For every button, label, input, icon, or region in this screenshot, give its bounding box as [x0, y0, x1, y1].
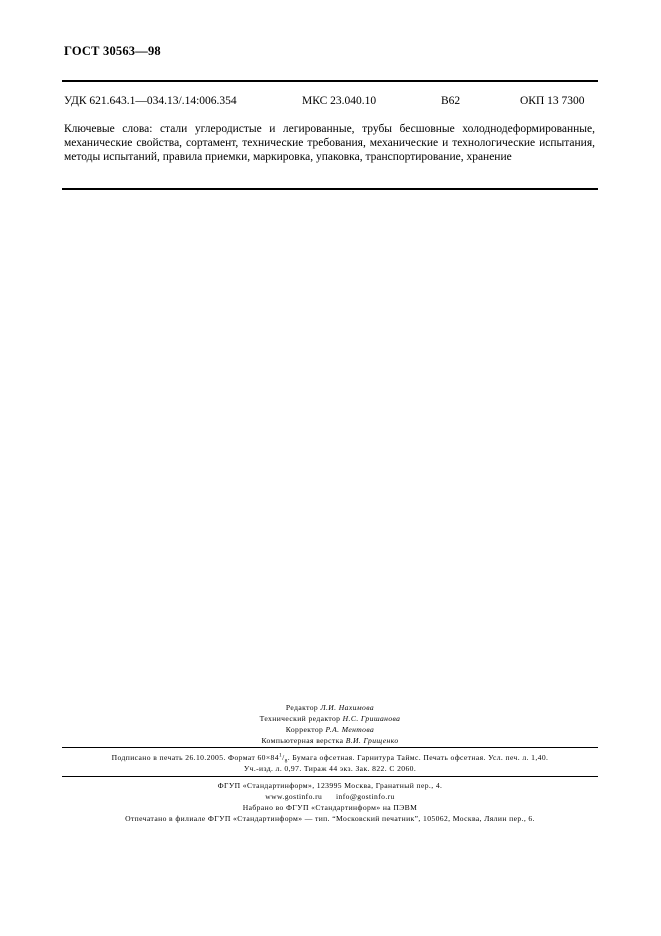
group-code: В62	[441, 95, 461, 107]
format-denominator: 8	[284, 758, 288, 765]
publisher-rule	[62, 776, 598, 777]
credit-name: В.И. Грищенко	[345, 736, 399, 745]
credit-role: Компьютерная верстка	[261, 736, 344, 745]
publisher-address: ФГУП «Стандартинформ», 123995 Москва, Гранатный пер., 4.	[217, 781, 443, 790]
keywords-paragraph: Ключевые слова: стали углеродистые и легированные, трубы бесшовные холоднодеформированные, механические свойства, сортамент, технические требования, механические и технологические испытания, методы испытаний, правила приемки, маркировка, упаковка, транспортирование, хранение	[64, 123, 595, 163]
format-numerator: 1	[278, 752, 283, 759]
okp-code: ОКП 13 7300	[520, 95, 585, 107]
credit-name: Н.С. Гришанова	[342, 714, 401, 723]
top-rule	[62, 80, 598, 82]
keywords-bottom-rule	[62, 188, 598, 190]
print-info-rule	[62, 747, 598, 748]
credit-role: Редактор	[285, 703, 319, 712]
print-info-line-2: Уч.-изд. л. 0,97. Тираж 44 экз. Зак. 822. С 2060.	[243, 764, 417, 773]
publisher-site: www.gostinfo.ru	[265, 792, 323, 801]
udk-code: УДК 621.643.1—034.13/.14:006.354	[64, 95, 237, 107]
credit-role: Корректор	[285, 725, 324, 734]
publisher-contacts	[40, 791, 620, 802]
credit-line-layout	[40, 735, 620, 746]
mks-code: МКС 23.040.10	[302, 95, 377, 107]
print-info-text: . Бумага офсетная. Гарнитура Таймс. Печать офсетная. Усл. печ. л. 1,40.	[287, 753, 549, 762]
credit-line-tech-editor	[40, 713, 620, 724]
print-info-text: Подписано в печать 26.10.2005. Формат 60×84	[111, 753, 279, 762]
printed-note: Отпечатано в филиале ФГУП «Стандартинформ» — тип. “Московский печатник”, 105062, Москва, Лялин пер., 6.	[125, 814, 535, 823]
credit-role: Технический редактор	[259, 714, 341, 723]
credit-line-corrector	[40, 724, 620, 735]
print-info-line-1: Подписано в печать 26.10.2005. Формат $60\times 84^1/_8$. Бумага офсетная. Гарнитура Таймс. Печать офсетная. Усл. печ. л. 1,40.	[111, 752, 549, 765]
credit-name: Л.И. Нахимова	[320, 703, 375, 712]
typeset-note: Набрано во ФГУП «Стандартинформ» на ПЭВМ	[242, 803, 418, 812]
publisher-info	[40, 780, 620, 824]
publisher-email: info@gostinfo.ru	[336, 792, 395, 801]
editorial-credits	[40, 702, 620, 746]
credit-name: Р.А. Ментова	[325, 725, 375, 734]
standard-number: ГОСТ 30563—98	[64, 44, 161, 58]
print-info	[40, 752, 620, 774]
credit-line-editor	[40, 702, 620, 713]
